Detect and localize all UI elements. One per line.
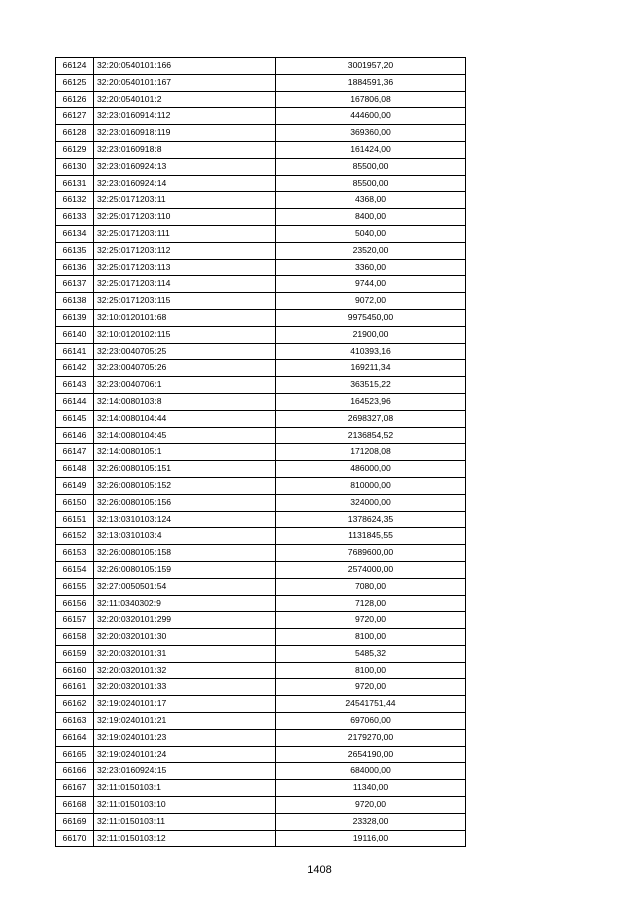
value-cell: 810000,00 bbox=[276, 477, 466, 494]
value-cell: 2136854,52 bbox=[276, 427, 466, 444]
table-row bbox=[56, 612, 466, 629]
value-cell: 2698327,08 bbox=[276, 410, 466, 427]
row-number-cell: 66144 bbox=[56, 393, 94, 410]
value-cell: 9975450,00 bbox=[276, 309, 466, 326]
row-number-cell: 66130 bbox=[56, 158, 94, 175]
value-cell: 1378624,35 bbox=[276, 511, 466, 528]
table-row bbox=[56, 141, 466, 158]
cadastral-number-cell: 32:20:0320101:32 bbox=[94, 662, 276, 679]
table-row bbox=[56, 679, 466, 696]
table-row bbox=[56, 427, 466, 444]
value-cell: 167806,08 bbox=[276, 91, 466, 108]
cadastral-number-cell: 32:19:0240101:24 bbox=[94, 746, 276, 763]
value-cell: 7128,00 bbox=[276, 595, 466, 612]
cadastral-number-cell: 32:25:0171203:11 bbox=[94, 192, 276, 209]
table-row bbox=[56, 813, 466, 830]
row-number-cell: 66129 bbox=[56, 141, 94, 158]
value-cell: 171208,08 bbox=[276, 444, 466, 461]
table-row bbox=[56, 780, 466, 797]
row-number-cell: 66169 bbox=[56, 813, 94, 830]
cadastral-number-cell: 32:13:0310103:4 bbox=[94, 528, 276, 545]
table-row bbox=[56, 528, 466, 545]
table-row bbox=[56, 746, 466, 763]
table-row bbox=[56, 276, 466, 293]
row-number-cell: 66134 bbox=[56, 225, 94, 242]
row-number-cell: 66133 bbox=[56, 209, 94, 226]
cadastral-number-cell: 32:23:0160924:13 bbox=[94, 158, 276, 175]
table-row bbox=[56, 461, 466, 478]
row-number-cell: 66152 bbox=[56, 528, 94, 545]
table-row bbox=[56, 108, 466, 125]
cadastral-number-cell: 32:25:0171203:113 bbox=[94, 259, 276, 276]
value-cell: 85500,00 bbox=[276, 158, 466, 175]
cadastral-number-cell: 32:23:0160924:15 bbox=[94, 763, 276, 780]
value-cell: 5485,32 bbox=[276, 645, 466, 662]
row-number-cell: 66163 bbox=[56, 713, 94, 730]
value-cell: 8100,00 bbox=[276, 662, 466, 679]
value-cell: 23328,00 bbox=[276, 813, 466, 830]
table-row bbox=[56, 343, 466, 360]
row-number-cell: 66168 bbox=[56, 797, 94, 814]
row-number-cell: 66140 bbox=[56, 326, 94, 343]
value-cell: 9072,00 bbox=[276, 293, 466, 310]
cadastral-number-cell: 32:23:0040705:25 bbox=[94, 343, 276, 360]
cadastral-number-cell: 32:20:0320101:30 bbox=[94, 629, 276, 646]
value-cell: 8400,00 bbox=[276, 209, 466, 226]
cadastral-number-cell: 32:23:0160918:119 bbox=[94, 125, 276, 142]
row-number-cell: 66160 bbox=[56, 662, 94, 679]
table-row bbox=[56, 797, 466, 814]
table-row bbox=[56, 830, 466, 847]
table-row bbox=[56, 58, 466, 75]
value-cell: 9720,00 bbox=[276, 797, 466, 814]
table-row bbox=[56, 511, 466, 528]
cadastral-number-cell: 32:23:0160924:14 bbox=[94, 175, 276, 192]
value-cell: 1884591,36 bbox=[276, 74, 466, 91]
table-row bbox=[56, 175, 466, 192]
value-cell: 486000,00 bbox=[276, 461, 466, 478]
value-cell: 2654190,00 bbox=[276, 746, 466, 763]
cadastral-number-cell: 32:20:0540101:2 bbox=[94, 91, 276, 108]
row-number-cell: 66162 bbox=[56, 696, 94, 713]
value-cell: 23520,00 bbox=[276, 242, 466, 259]
cadastral-number-cell: 32:20:0320101:33 bbox=[94, 679, 276, 696]
cadastral-number-cell: 32:11:0150103:1 bbox=[94, 780, 276, 797]
value-cell: 3360,00 bbox=[276, 259, 466, 276]
table-row bbox=[56, 74, 466, 91]
cadastral-number-cell: 32:11:0340302:9 bbox=[94, 595, 276, 612]
table-row bbox=[56, 360, 466, 377]
table-row bbox=[56, 125, 466, 142]
cadastral-number-cell: 32:26:0080105:152 bbox=[94, 477, 276, 494]
value-cell: 2179270,00 bbox=[276, 729, 466, 746]
row-number-cell: 66136 bbox=[56, 259, 94, 276]
cadastral-number-cell: 32:14:0080103:8 bbox=[94, 393, 276, 410]
row-number-cell: 66127 bbox=[56, 108, 94, 125]
value-cell: 7080,00 bbox=[276, 578, 466, 595]
cadastral-number-cell: 32:14:0080105:1 bbox=[94, 444, 276, 461]
table-row bbox=[56, 629, 466, 646]
value-cell: 11340,00 bbox=[276, 780, 466, 797]
table-row bbox=[56, 696, 466, 713]
row-number-cell: 66153 bbox=[56, 545, 94, 562]
row-number-cell: 66145 bbox=[56, 410, 94, 427]
cadastral-number-cell: 32:19:0240101:21 bbox=[94, 713, 276, 730]
value-cell: 697060,00 bbox=[276, 713, 466, 730]
row-number-cell: 66157 bbox=[56, 612, 94, 629]
row-number-cell: 66142 bbox=[56, 360, 94, 377]
value-cell: 161424,00 bbox=[276, 141, 466, 158]
cadastral-number-cell: 32:14:0080104:45 bbox=[94, 427, 276, 444]
row-number-cell: 66139 bbox=[56, 309, 94, 326]
cadastral-number-cell: 32:25:0171203:112 bbox=[94, 242, 276, 259]
row-number-cell: 66135 bbox=[56, 242, 94, 259]
value-cell: 324000,00 bbox=[276, 494, 466, 511]
row-number-cell: 66125 bbox=[56, 74, 94, 91]
row-number-cell: 66156 bbox=[56, 595, 94, 612]
cadastral-number-cell: 32:20:0320101:299 bbox=[94, 612, 276, 629]
cadastral-number-cell: 32:20:0320101:31 bbox=[94, 645, 276, 662]
value-cell: 24541751,44 bbox=[276, 696, 466, 713]
value-cell: 9720,00 bbox=[276, 612, 466, 629]
row-number-cell: 66132 bbox=[56, 192, 94, 209]
row-number-cell: 66143 bbox=[56, 377, 94, 394]
cadastral-number-cell: 32:25:0171203:111 bbox=[94, 225, 276, 242]
table-row bbox=[56, 158, 466, 175]
table-row bbox=[56, 242, 466, 259]
table-row bbox=[56, 477, 466, 494]
value-cell: 21900,00 bbox=[276, 326, 466, 343]
row-number-cell: 66165 bbox=[56, 746, 94, 763]
row-number-cell: 66147 bbox=[56, 444, 94, 461]
row-number-cell: 66126 bbox=[56, 91, 94, 108]
row-number-cell: 66170 bbox=[56, 830, 94, 847]
table-row bbox=[56, 545, 466, 562]
cadastral-number-cell: 32:26:0080105:159 bbox=[94, 561, 276, 578]
data-table bbox=[55, 57, 466, 847]
row-number-cell: 66155 bbox=[56, 578, 94, 595]
row-number-cell: 66148 bbox=[56, 461, 94, 478]
cadastral-number-cell: 32:13:0310103:124 bbox=[94, 511, 276, 528]
value-cell: 410393,16 bbox=[276, 343, 466, 360]
cadastral-number-cell: 32:26:0080105:156 bbox=[94, 494, 276, 511]
row-number-cell: 66138 bbox=[56, 293, 94, 310]
page-number: 1408 bbox=[307, 864, 332, 876]
table-row bbox=[56, 662, 466, 679]
value-cell: 444600,00 bbox=[276, 108, 466, 125]
value-cell: 5040,00 bbox=[276, 225, 466, 242]
row-number-cell: 66150 bbox=[56, 494, 94, 511]
cadastral-number-cell: 32:25:0171203:114 bbox=[94, 276, 276, 293]
cadastral-number-cell: 32:26:0080105:151 bbox=[94, 461, 276, 478]
row-number-cell: 66124 bbox=[56, 58, 94, 75]
cadastral-number-cell: 32:23:0040706:1 bbox=[94, 377, 276, 394]
table-row bbox=[56, 192, 466, 209]
table-row bbox=[56, 326, 466, 343]
table-row bbox=[56, 293, 466, 310]
table-row bbox=[56, 444, 466, 461]
table-row bbox=[56, 729, 466, 746]
table-row bbox=[56, 393, 466, 410]
cadastral-number-cell: 32:19:0240101:23 bbox=[94, 729, 276, 746]
value-cell: 19116,00 bbox=[276, 830, 466, 847]
cadastral-number-cell: 32:27:0050501:54 bbox=[94, 578, 276, 595]
row-number-cell: 66141 bbox=[56, 343, 94, 360]
cadastral-number-cell: 32:11:0150103:11 bbox=[94, 813, 276, 830]
table-row bbox=[56, 309, 466, 326]
table-row bbox=[56, 259, 466, 276]
table-row bbox=[56, 645, 466, 662]
value-cell: 2574000,00 bbox=[276, 561, 466, 578]
value-cell: 169211,34 bbox=[276, 360, 466, 377]
cadastral-number-cell: 32:11:0150103:12 bbox=[94, 830, 276, 847]
value-cell: 9720,00 bbox=[276, 679, 466, 696]
row-number-cell: 66128 bbox=[56, 125, 94, 142]
cadastral-number-cell: 32:23:0160914:112 bbox=[94, 108, 276, 125]
value-cell: 4368,00 bbox=[276, 192, 466, 209]
cadastral-number-cell: 32:11:0150103:10 bbox=[94, 797, 276, 814]
row-number-cell: 66151 bbox=[56, 511, 94, 528]
table-row bbox=[56, 209, 466, 226]
value-cell: 3001957,20 bbox=[276, 58, 466, 75]
cadastral-number-cell: 32:14:0080104:44 bbox=[94, 410, 276, 427]
value-cell: 363515,22 bbox=[276, 377, 466, 394]
row-number-cell: 66131 bbox=[56, 175, 94, 192]
table-body bbox=[56, 58, 466, 847]
row-number-cell: 66166 bbox=[56, 763, 94, 780]
row-number-cell: 66164 bbox=[56, 729, 94, 746]
value-cell: 684000,00 bbox=[276, 763, 466, 780]
row-number-cell: 66146 bbox=[56, 427, 94, 444]
value-cell: 8100,00 bbox=[276, 629, 466, 646]
cadastral-number-cell: 32:10:0120102:115 bbox=[94, 326, 276, 343]
cadastral-number-cell: 32:23:0160918:8 bbox=[94, 141, 276, 158]
table-row bbox=[56, 595, 466, 612]
cadastral-number-cell: 32:20:0540101:166 bbox=[94, 58, 276, 75]
cadastral-number-cell: 32:25:0171203:115 bbox=[94, 293, 276, 310]
value-cell: 164523,96 bbox=[276, 393, 466, 410]
row-number-cell: 66159 bbox=[56, 645, 94, 662]
cadastral-number-cell: 32:26:0080105:158 bbox=[94, 545, 276, 562]
table-row bbox=[56, 763, 466, 780]
cadastral-number-cell: 32:25:0171203:110 bbox=[94, 209, 276, 226]
table-row bbox=[56, 225, 466, 242]
value-cell: 1131845,55 bbox=[276, 528, 466, 545]
table-row bbox=[56, 494, 466, 511]
row-number-cell: 66137 bbox=[56, 276, 94, 293]
cadastral-number-cell: 32:19:0240101:17 bbox=[94, 696, 276, 713]
table-row bbox=[56, 713, 466, 730]
table-row bbox=[56, 578, 466, 595]
value-cell: 369360,00 bbox=[276, 125, 466, 142]
row-number-cell: 66158 bbox=[56, 629, 94, 646]
cadastral-number-cell: 32:10:0120101:68 bbox=[94, 309, 276, 326]
row-number-cell: 66167 bbox=[56, 780, 94, 797]
row-number-cell: 66154 bbox=[56, 561, 94, 578]
row-number-cell: 66161 bbox=[56, 679, 94, 696]
table-row bbox=[56, 377, 466, 394]
table-row bbox=[56, 561, 466, 578]
table-row bbox=[56, 91, 466, 108]
cadastral-number-cell: 32:20:0540101:167 bbox=[94, 74, 276, 91]
value-cell: 7689600,00 bbox=[276, 545, 466, 562]
cadastral-number-cell: 32:23:0040705:26 bbox=[94, 360, 276, 377]
row-number-cell: 66149 bbox=[56, 477, 94, 494]
value-cell: 9744,00 bbox=[276, 276, 466, 293]
table-row bbox=[56, 410, 466, 427]
value-cell: 85500,00 bbox=[276, 175, 466, 192]
